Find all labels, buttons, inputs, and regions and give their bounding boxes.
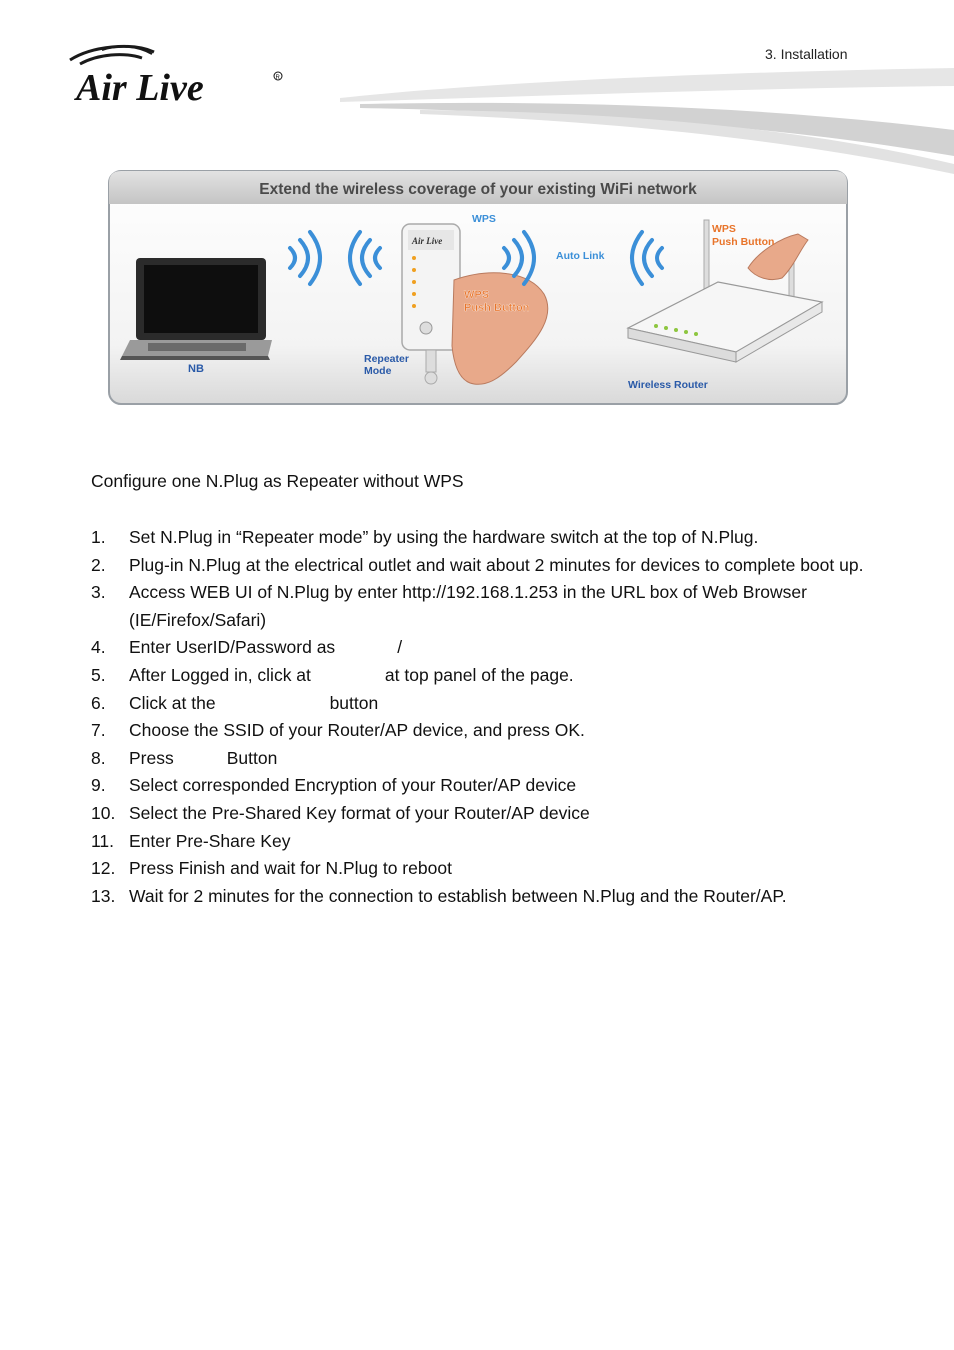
wireless-router-label: Wireless Router — [628, 379, 708, 391]
list-item: 3. Access WEB UI of N.Plug by enter http://192.168.1.253 in the URL box of Web Browser (IE/Firefox/Safari) — [91, 582, 807, 630]
nb-label: NB — [188, 363, 204, 375]
laptop-icon — [120, 258, 272, 360]
diagram-title: Extend the wireless coverage of your existing WiFi network — [259, 181, 697, 198]
list-item: 2. Plug-in N.Plug at the electrical outlet and wait about 2 minutes for devices to complete boot up. — [91, 554, 864, 575]
auto-link-label: Auto Link — [556, 250, 605, 262]
list-item: 12. Press Finish and wait for N.Plug to reboot — [91, 858, 452, 879]
svg-text:Air Live: Air Live — [76, 67, 204, 109]
svg-text:WPS: WPS — [712, 223, 736, 235]
list-item: 1. Set N.Plug in “Repeater mode” by using the hardware switch at the top of N.Plug. — [91, 527, 759, 547]
repeater-mode-label-1: Repeater — [364, 353, 409, 365]
svg-text:R: R — [275, 75, 280, 81]
repeater-mode-label-2: Mode — [364, 365, 392, 377]
procedure-title: Configure one N.Plug as Repeater without WPS — [91, 471, 464, 491]
svg-text:WPS: WPS — [464, 289, 490, 301]
list-item: 5. After Logged in, click at at top panel of the page. — [91, 664, 574, 685]
list-item: 10. Select the Pre-Shared Key format of your Router/AP device — [91, 802, 590, 823]
header-swoosh — [340, 60, 954, 180]
section-label: 3. Installation — [765, 46, 848, 62]
list-item: 7. Choose the SSID of your Router/AP device, and press OK. — [91, 720, 585, 741]
svg-text:Push Button: Push Button — [464, 302, 530, 314]
wps-label: WPS — [472, 213, 496, 225]
list-item: 9. Select corresponded Encryption of your Router/AP device — [91, 775, 577, 796]
list-item: 6. Click at the button — [91, 692, 379, 713]
airlive-logo — [62, 40, 292, 110]
list-item: 11. Enter Pre-Share Key — [91, 830, 291, 851]
svg-text:Push Button: Push Button — [712, 236, 775, 248]
list-item: 4. Enter UserID/Password as / — [91, 637, 403, 658]
svg-text:Air Live: Air Live — [412, 236, 443, 246]
list-item: 13. Wait for 2 minutes for the connection to establish between N.Plug and the Router/AP. — [91, 885, 787, 906]
coverage-diagram — [108, 170, 848, 406]
steps-list — [91, 524, 881, 910]
list-item: 8. Press Button — [91, 747, 278, 768]
